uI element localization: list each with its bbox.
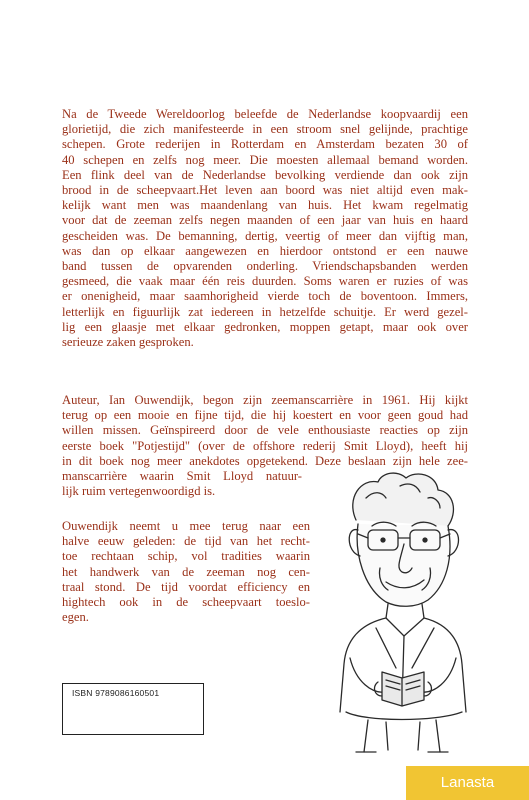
- text-line: eerste boek "Potjestijd" (over de offshore rederij Smit Lloyd), heeft hij: [62, 438, 468, 453]
- text-line: willen missen. Geïnspireerd door de vele enthousiaste reacties op zijn: [62, 423, 468, 438]
- text-line: lijk ruim vertegenwoordigd is.: [62, 484, 216, 499]
- text-line: letterlijk en figuurlijk zat iedereen in hetzelfde schuitje. Er werd gezel-: [62, 304, 468, 319]
- isbn-number: ISBN 9789086160501: [72, 688, 160, 698]
- text-line: voor dat de zeeman zelfs negen maanden of een jaar van huis en haard: [62, 213, 468, 228]
- text-line: band tussen de opvarenden onderling. Vriendschapsbanden werden: [62, 259, 468, 274]
- text-line: terug op een mooie en fijne tijd, die hij koestert en voor geen goud had: [62, 408, 468, 423]
- text-line: halve eeuw geleden: de tijd van het recht-: [62, 534, 310, 549]
- text-line: in dit boek nog meer anekdotes opgetekend. Deze beslaan zijn hele zee-: [62, 453, 468, 468]
- text-line: 40 schepen en zelfs nog meer. Die moesten allemaal bemand worden.: [62, 152, 468, 167]
- text-line: brood in de scheepvaart.Het leven aan boord was niet altijd even mak-: [62, 183, 468, 198]
- text-line: toe rechtaan schip, vol tradities waarin: [62, 549, 310, 564]
- text-line: gescheiden was. De bemanning, dertig, veertig of meer dan vijftig man,: [62, 228, 468, 243]
- intro-paragraph: [62, 107, 468, 350]
- text-line: schepen. Grote rederijen in Rotterdam en Amsterdam bezaten 30 of: [62, 137, 468, 152]
- text-line: glorietijd, die zich manifesteerde in een stroom snel gelijnde, prachtige: [62, 122, 468, 137]
- text-line: Ouwendijk neemt u mee terug naar een: [62, 519, 310, 533]
- text-line: kelijk want men was maandenlang van huis. Het kwam regelmatig: [62, 198, 468, 213]
- caricature-portrait-icon: [316, 468, 484, 758]
- publisher-badge: [406, 766, 529, 800]
- closing-paragraph: [62, 519, 310, 625]
- text-line: manscarrière waarin Smit Lloyd natuur-: [62, 469, 302, 484]
- text-line: was dan op elkaar aangewezen en hierdoor ontstond er een nauwe: [62, 243, 468, 258]
- text-line: het handwerk van de zeeman nog cen-: [62, 564, 310, 579]
- text-line: gesmeed, die vaak maar één reis duurden. Soms waren er ruzies of was: [62, 274, 468, 289]
- text-line: egen.: [62, 610, 89, 625]
- text-line: Een flink deel van de Nederlandse bevolking verdiende dan ook zijn: [62, 167, 468, 182]
- text-line: lig een glaasje met elkaar gedronken, moppen getapt, maar ook over: [62, 319, 468, 334]
- text-line: Auteur, Ian Ouwendijk, begon zijn zeemanscarrière in 1961. Hij kijkt: [62, 393, 468, 407]
- text-line: serieuze zaken gesproken.: [62, 335, 194, 350]
- text-line: hightech ook in de scheepvaart toeslo-: [62, 595, 310, 610]
- isbn-box: [62, 683, 204, 735]
- publisher-name: Lanasta: [440, 774, 495, 791]
- text-line: er onenigheid, maar saamhorigheid vierde toch de boventoon. Immers,: [62, 289, 468, 304]
- text-line: traal stond. De tijd voordat efficiency en: [62, 579, 310, 594]
- text-line: Na de Tweede Wereldoorlog beleefde de Nederlandse koopvaardij een: [62, 107, 468, 121]
